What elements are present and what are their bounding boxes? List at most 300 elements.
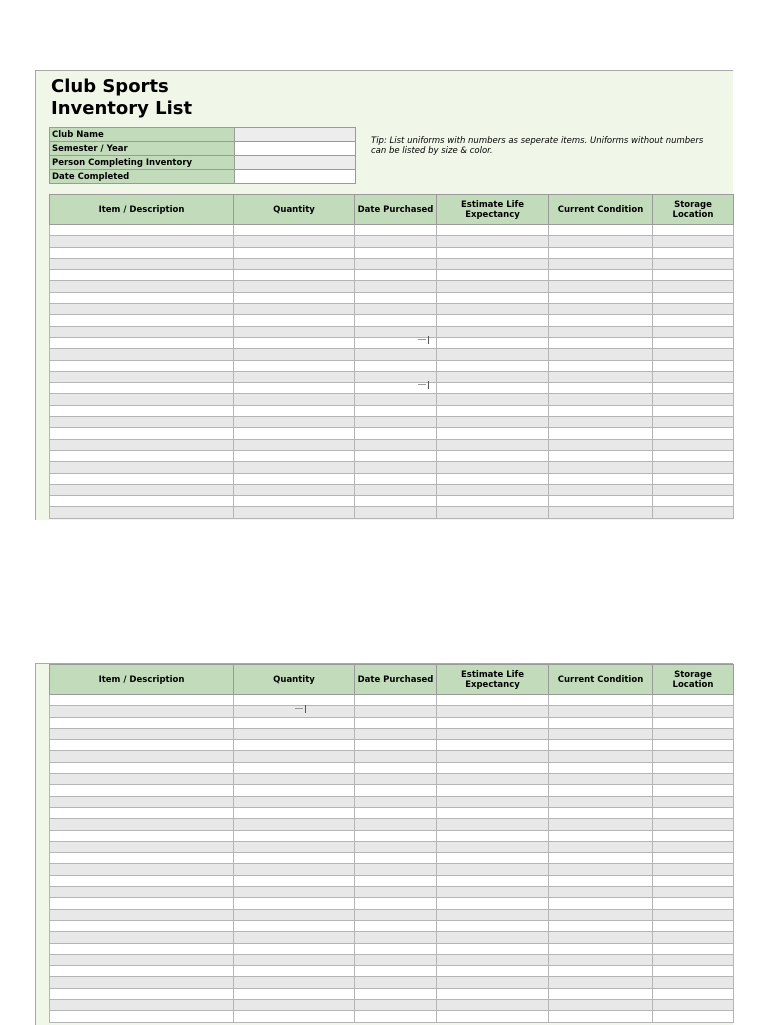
table-cell[interactable] xyxy=(355,473,437,484)
table-cell[interactable] xyxy=(234,507,355,518)
table-cell[interactable] xyxy=(234,819,355,830)
table-cell[interactable] xyxy=(50,270,234,281)
table-cell[interactable] xyxy=(549,977,653,988)
table-cell[interactable] xyxy=(234,484,355,495)
table-cell[interactable] xyxy=(437,462,549,473)
table-cell[interactable] xyxy=(549,864,653,875)
table-cell[interactable] xyxy=(50,439,234,450)
table-cell[interactable] xyxy=(50,394,234,405)
table-cell[interactable] xyxy=(355,898,437,909)
table-cell[interactable] xyxy=(549,830,653,841)
table-cell[interactable] xyxy=(437,428,549,439)
table-cell[interactable] xyxy=(50,326,234,337)
table-cell[interactable] xyxy=(653,439,734,450)
table-cell[interactable] xyxy=(234,360,355,371)
table-cell[interactable] xyxy=(653,706,734,717)
table-cell[interactable] xyxy=(549,225,653,236)
table-cell[interactable] xyxy=(50,762,234,773)
table-cell[interactable] xyxy=(355,360,437,371)
table-cell[interactable] xyxy=(437,349,549,360)
table-cell[interactable] xyxy=(355,932,437,943)
table-cell[interactable] xyxy=(355,841,437,852)
table-cell[interactable] xyxy=(653,841,734,852)
table-cell[interactable] xyxy=(355,943,437,954)
table-cell[interactable] xyxy=(437,337,549,348)
table-cell[interactable] xyxy=(549,932,653,943)
table-cell[interactable] xyxy=(355,462,437,473)
table-cell[interactable] xyxy=(234,830,355,841)
table-cell[interactable] xyxy=(653,258,734,269)
table-cell[interactable] xyxy=(50,258,234,269)
table-cell[interactable] xyxy=(437,326,549,337)
table-cell[interactable] xyxy=(549,762,653,773)
table-cell[interactable] xyxy=(234,304,355,315)
table-cell[interactable] xyxy=(437,281,549,292)
table-cell[interactable] xyxy=(549,270,653,281)
table-cell[interactable] xyxy=(549,740,653,751)
table-cell[interactable] xyxy=(653,785,734,796)
table-cell[interactable] xyxy=(234,785,355,796)
table-cell[interactable] xyxy=(355,507,437,518)
table-cell[interactable] xyxy=(653,977,734,988)
table-cell[interactable] xyxy=(234,270,355,281)
table-cell[interactable] xyxy=(653,909,734,920)
table-cell[interactable] xyxy=(437,740,549,751)
table-cell[interactable] xyxy=(437,717,549,728)
table-cell[interactable] xyxy=(234,943,355,954)
table-cell[interactable] xyxy=(50,966,234,977)
table-cell[interactable] xyxy=(437,875,549,886)
table-cell[interactable] xyxy=(653,875,734,886)
table-cell[interactable] xyxy=(653,417,734,428)
table-cell[interactable] xyxy=(653,371,734,382)
table-cell[interactable] xyxy=(549,695,653,706)
table-cell[interactable] xyxy=(549,439,653,450)
person-completing-field[interactable] xyxy=(235,156,356,170)
table-cell[interactable] xyxy=(50,728,234,739)
table-cell[interactable] xyxy=(653,405,734,416)
table-cell[interactable] xyxy=(653,326,734,337)
table-cell[interactable] xyxy=(50,751,234,762)
table-cell[interactable] xyxy=(653,717,734,728)
table-cell[interactable] xyxy=(355,484,437,495)
table-cell[interactable] xyxy=(437,728,549,739)
table-cell[interactable] xyxy=(437,439,549,450)
table-cell[interactable] xyxy=(50,1011,234,1022)
table-cell[interactable] xyxy=(50,706,234,717)
table-cell[interactable] xyxy=(50,496,234,507)
table-cell[interactable] xyxy=(355,695,437,706)
table-cell[interactable] xyxy=(549,236,653,247)
table-cell[interactable] xyxy=(653,695,734,706)
table-cell[interactable] xyxy=(234,473,355,484)
table-cell[interactable] xyxy=(549,774,653,785)
table-cell[interactable] xyxy=(437,841,549,852)
table-cell[interactable] xyxy=(549,909,653,920)
table-cell[interactable] xyxy=(50,247,234,258)
table-cell[interactable] xyxy=(355,728,437,739)
table-cell[interactable] xyxy=(437,247,549,258)
table-cell[interactable] xyxy=(437,785,549,796)
table-cell[interactable] xyxy=(653,337,734,348)
table-cell[interactable] xyxy=(437,988,549,999)
table-cell[interactable] xyxy=(653,740,734,751)
table-cell[interactable] xyxy=(355,428,437,439)
table-cell[interactable] xyxy=(653,830,734,841)
table-cell[interactable] xyxy=(50,853,234,864)
table-cell[interactable] xyxy=(234,462,355,473)
table-cell[interactable] xyxy=(355,875,437,886)
table-cell[interactable] xyxy=(549,496,653,507)
table-cell[interactable] xyxy=(653,247,734,258)
table-cell[interactable] xyxy=(437,360,549,371)
table-cell[interactable] xyxy=(437,304,549,315)
table-cell[interactable] xyxy=(549,785,653,796)
table-cell[interactable] xyxy=(50,898,234,909)
table-cell[interactable] xyxy=(437,751,549,762)
table-cell[interactable] xyxy=(437,417,549,428)
table-cell[interactable] xyxy=(355,236,437,247)
table-cell[interactable] xyxy=(50,462,234,473)
table-cell[interactable] xyxy=(234,932,355,943)
table-cell[interactable] xyxy=(234,966,355,977)
table-cell[interactable] xyxy=(234,706,355,717)
table-cell[interactable] xyxy=(653,462,734,473)
table-cell[interactable] xyxy=(50,943,234,954)
table-cell[interactable] xyxy=(355,1000,437,1011)
table-cell[interactable] xyxy=(437,920,549,931)
table-cell[interactable] xyxy=(234,751,355,762)
table-cell[interactable] xyxy=(234,247,355,258)
table-cell[interactable] xyxy=(653,774,734,785)
table-cell[interactable] xyxy=(437,1011,549,1022)
table-cell[interactable] xyxy=(234,439,355,450)
table-cell[interactable] xyxy=(355,988,437,999)
table-cell[interactable] xyxy=(50,405,234,416)
table-cell[interactable] xyxy=(355,315,437,326)
table-cell[interactable] xyxy=(50,428,234,439)
table-cell[interactable] xyxy=(355,774,437,785)
table-cell[interactable] xyxy=(355,977,437,988)
table-cell[interactable] xyxy=(653,360,734,371)
table-cell[interactable] xyxy=(437,774,549,785)
table-cell[interactable] xyxy=(234,326,355,337)
table-cell[interactable] xyxy=(355,920,437,931)
table-cell[interactable] xyxy=(355,954,437,965)
table-cell[interactable] xyxy=(355,349,437,360)
table-cell[interactable] xyxy=(437,258,549,269)
table-cell[interactable] xyxy=(234,988,355,999)
table-cell[interactable] xyxy=(50,796,234,807)
table-cell[interactable] xyxy=(437,405,549,416)
table-cell[interactable] xyxy=(653,796,734,807)
table-cell[interactable] xyxy=(50,977,234,988)
table-cell[interactable] xyxy=(50,337,234,348)
table-cell[interactable] xyxy=(549,841,653,852)
table-cell[interactable] xyxy=(437,909,549,920)
table-cell[interactable] xyxy=(50,417,234,428)
table-cell[interactable] xyxy=(234,1011,355,1022)
table-cell[interactable] xyxy=(437,315,549,326)
table-cell[interactable] xyxy=(549,898,653,909)
table-cell[interactable] xyxy=(50,841,234,852)
table-cell[interactable] xyxy=(549,371,653,382)
table-cell[interactable] xyxy=(653,751,734,762)
table-cell[interactable] xyxy=(355,762,437,773)
table-cell[interactable] xyxy=(437,932,549,943)
table-cell[interactable] xyxy=(653,819,734,830)
table-cell[interactable] xyxy=(653,988,734,999)
table-cell[interactable] xyxy=(549,337,653,348)
table-cell[interactable] xyxy=(234,717,355,728)
club-name-field[interactable] xyxy=(235,128,356,142)
table-cell[interactable] xyxy=(549,875,653,886)
table-cell[interactable] xyxy=(50,281,234,292)
table-cell[interactable] xyxy=(437,830,549,841)
table-cell[interactable] xyxy=(355,706,437,717)
table-cell[interactable] xyxy=(234,762,355,773)
table-cell[interactable] xyxy=(653,225,734,236)
table-cell[interactable] xyxy=(234,695,355,706)
table-cell[interactable] xyxy=(50,484,234,495)
semester-year-field[interactable] xyxy=(235,142,356,156)
table-cell[interactable] xyxy=(50,864,234,875)
table-cell[interactable] xyxy=(50,807,234,818)
table-cell[interactable] xyxy=(549,819,653,830)
table-cell[interactable] xyxy=(437,807,549,818)
table-cell[interactable] xyxy=(437,762,549,773)
table-cell[interactable] xyxy=(50,349,234,360)
table-cell[interactable] xyxy=(355,304,437,315)
table-cell[interactable] xyxy=(549,484,653,495)
table-cell[interactable] xyxy=(234,1000,355,1011)
table-cell[interactable] xyxy=(549,920,653,931)
table-cell[interactable] xyxy=(437,484,549,495)
table-cell[interactable] xyxy=(50,909,234,920)
table-cell[interactable] xyxy=(549,281,653,292)
table-cell[interactable] xyxy=(653,428,734,439)
table-cell[interactable] xyxy=(653,304,734,315)
table-cell[interactable] xyxy=(234,417,355,428)
table-cell[interactable] xyxy=(549,462,653,473)
table-cell[interactable] xyxy=(50,740,234,751)
table-cell[interactable] xyxy=(549,349,653,360)
table-cell[interactable] xyxy=(50,717,234,728)
table-cell[interactable] xyxy=(437,394,549,405)
table-cell[interactable] xyxy=(50,371,234,382)
table-cell[interactable] xyxy=(549,796,653,807)
table-cell[interactable] xyxy=(355,864,437,875)
table-cell[interactable] xyxy=(437,270,549,281)
table-cell[interactable] xyxy=(50,304,234,315)
table-cell[interactable] xyxy=(437,887,549,898)
table-cell[interactable] xyxy=(653,507,734,518)
table-cell[interactable] xyxy=(653,270,734,281)
table-cell[interactable] xyxy=(549,887,653,898)
table-cell[interactable] xyxy=(653,349,734,360)
table-cell[interactable] xyxy=(653,762,734,773)
table-cell[interactable] xyxy=(549,966,653,977)
table-cell[interactable] xyxy=(50,920,234,931)
table-cell[interactable] xyxy=(50,450,234,461)
table-cell[interactable] xyxy=(50,875,234,886)
table-cell[interactable] xyxy=(234,292,355,303)
table-cell[interactable] xyxy=(549,394,653,405)
table-cell[interactable] xyxy=(355,496,437,507)
table-cell[interactable] xyxy=(653,496,734,507)
table-cell[interactable] xyxy=(50,473,234,484)
table-cell[interactable] xyxy=(437,695,549,706)
table-cell[interactable] xyxy=(653,807,734,818)
table-cell[interactable] xyxy=(355,740,437,751)
table-cell[interactable] xyxy=(355,247,437,258)
table-cell[interactable] xyxy=(549,405,653,416)
table-cell[interactable] xyxy=(653,943,734,954)
table-cell[interactable] xyxy=(549,943,653,954)
table-cell[interactable] xyxy=(234,258,355,269)
table-cell[interactable] xyxy=(234,281,355,292)
table-cell[interactable] xyxy=(234,405,355,416)
table-cell[interactable] xyxy=(653,315,734,326)
table-cell[interactable] xyxy=(653,450,734,461)
table-cell[interactable] xyxy=(234,887,355,898)
table-cell[interactable] xyxy=(549,247,653,258)
table-cell[interactable] xyxy=(437,496,549,507)
table-cell[interactable] xyxy=(355,258,437,269)
table-cell[interactable] xyxy=(50,988,234,999)
table-cell[interactable] xyxy=(653,383,734,394)
table-cell[interactable] xyxy=(437,450,549,461)
table-cell[interactable] xyxy=(234,394,355,405)
table-cell[interactable] xyxy=(50,507,234,518)
date-completed-field[interactable] xyxy=(235,170,356,184)
table-cell[interactable] xyxy=(549,954,653,965)
table-cell[interactable] xyxy=(50,830,234,841)
table-cell[interactable] xyxy=(437,943,549,954)
table-cell[interactable] xyxy=(355,807,437,818)
table-cell[interactable] xyxy=(355,405,437,416)
table-cell[interactable] xyxy=(653,932,734,943)
table-cell[interactable] xyxy=(355,1011,437,1022)
table-cell[interactable] xyxy=(50,774,234,785)
table-cell[interactable] xyxy=(653,394,734,405)
table-cell[interactable] xyxy=(50,360,234,371)
table-cell[interactable] xyxy=(549,853,653,864)
table-cell[interactable] xyxy=(355,417,437,428)
table-cell[interactable] xyxy=(653,954,734,965)
table-cell[interactable] xyxy=(549,1011,653,1022)
table-cell[interactable] xyxy=(549,428,653,439)
table-cell[interactable] xyxy=(234,909,355,920)
table-cell[interactable] xyxy=(50,785,234,796)
table-cell[interactable] xyxy=(234,898,355,909)
table-cell[interactable] xyxy=(50,225,234,236)
table-cell[interactable] xyxy=(50,315,234,326)
table-cell[interactable] xyxy=(549,304,653,315)
table-cell[interactable] xyxy=(234,864,355,875)
table-cell[interactable] xyxy=(355,394,437,405)
table-cell[interactable] xyxy=(549,315,653,326)
table-cell[interactable] xyxy=(437,706,549,717)
table-cell[interactable] xyxy=(234,977,355,988)
table-cell[interactable] xyxy=(234,225,355,236)
table-cell[interactable] xyxy=(355,830,437,841)
table-cell[interactable] xyxy=(234,383,355,394)
table-cell[interactable] xyxy=(653,920,734,931)
table-cell[interactable] xyxy=(549,988,653,999)
table-cell[interactable] xyxy=(50,954,234,965)
table-cell[interactable] xyxy=(549,292,653,303)
table-cell[interactable] xyxy=(653,966,734,977)
table-cell[interactable] xyxy=(653,1000,734,1011)
table-cell[interactable] xyxy=(549,706,653,717)
table-cell[interactable] xyxy=(653,281,734,292)
table-cell[interactable] xyxy=(50,236,234,247)
table-cell[interactable] xyxy=(50,292,234,303)
table-cell[interactable] xyxy=(653,236,734,247)
table-cell[interactable] xyxy=(437,292,549,303)
table-cell[interactable] xyxy=(234,807,355,818)
table-cell[interactable] xyxy=(437,864,549,875)
table-cell[interactable] xyxy=(437,371,549,382)
table-cell[interactable] xyxy=(653,898,734,909)
table-cell[interactable] xyxy=(549,258,653,269)
table-cell[interactable] xyxy=(50,695,234,706)
table-cell[interactable] xyxy=(437,236,549,247)
table-cell[interactable] xyxy=(234,337,355,348)
table-cell[interactable] xyxy=(437,954,549,965)
table-cell[interactable] xyxy=(355,717,437,728)
table-cell[interactable] xyxy=(234,315,355,326)
table-cell[interactable] xyxy=(549,450,653,461)
table-cell[interactable] xyxy=(437,977,549,988)
table-cell[interactable] xyxy=(234,796,355,807)
table-cell[interactable] xyxy=(50,887,234,898)
table-cell[interactable] xyxy=(355,796,437,807)
table-cell[interactable] xyxy=(234,853,355,864)
table-cell[interactable] xyxy=(50,1000,234,1011)
table-cell[interactable] xyxy=(234,954,355,965)
table-cell[interactable] xyxy=(355,751,437,762)
table-cell[interactable] xyxy=(549,807,653,818)
table-cell[interactable] xyxy=(355,450,437,461)
table-cell[interactable] xyxy=(355,270,437,281)
table-cell[interactable] xyxy=(437,225,549,236)
table-cell[interactable] xyxy=(50,383,234,394)
table-cell[interactable] xyxy=(549,360,653,371)
table-cell[interactable] xyxy=(549,751,653,762)
table-cell[interactable] xyxy=(549,383,653,394)
table-cell[interactable] xyxy=(549,1000,653,1011)
table-cell[interactable] xyxy=(437,796,549,807)
table-cell[interactable] xyxy=(234,841,355,852)
table-cell[interactable] xyxy=(234,740,355,751)
table-cell[interactable] xyxy=(234,236,355,247)
table-cell[interactable] xyxy=(234,920,355,931)
table-cell[interactable] xyxy=(437,898,549,909)
table-cell[interactable] xyxy=(355,909,437,920)
table-cell[interactable] xyxy=(234,875,355,886)
table-cell[interactable] xyxy=(50,819,234,830)
table-cell[interactable] xyxy=(653,887,734,898)
table-cell[interactable] xyxy=(549,728,653,739)
table-cell[interactable] xyxy=(355,439,437,450)
table-cell[interactable] xyxy=(355,887,437,898)
table-cell[interactable] xyxy=(355,966,437,977)
table-cell[interactable] xyxy=(653,1011,734,1022)
table-cell[interactable] xyxy=(50,932,234,943)
table-cell[interactable] xyxy=(653,864,734,875)
